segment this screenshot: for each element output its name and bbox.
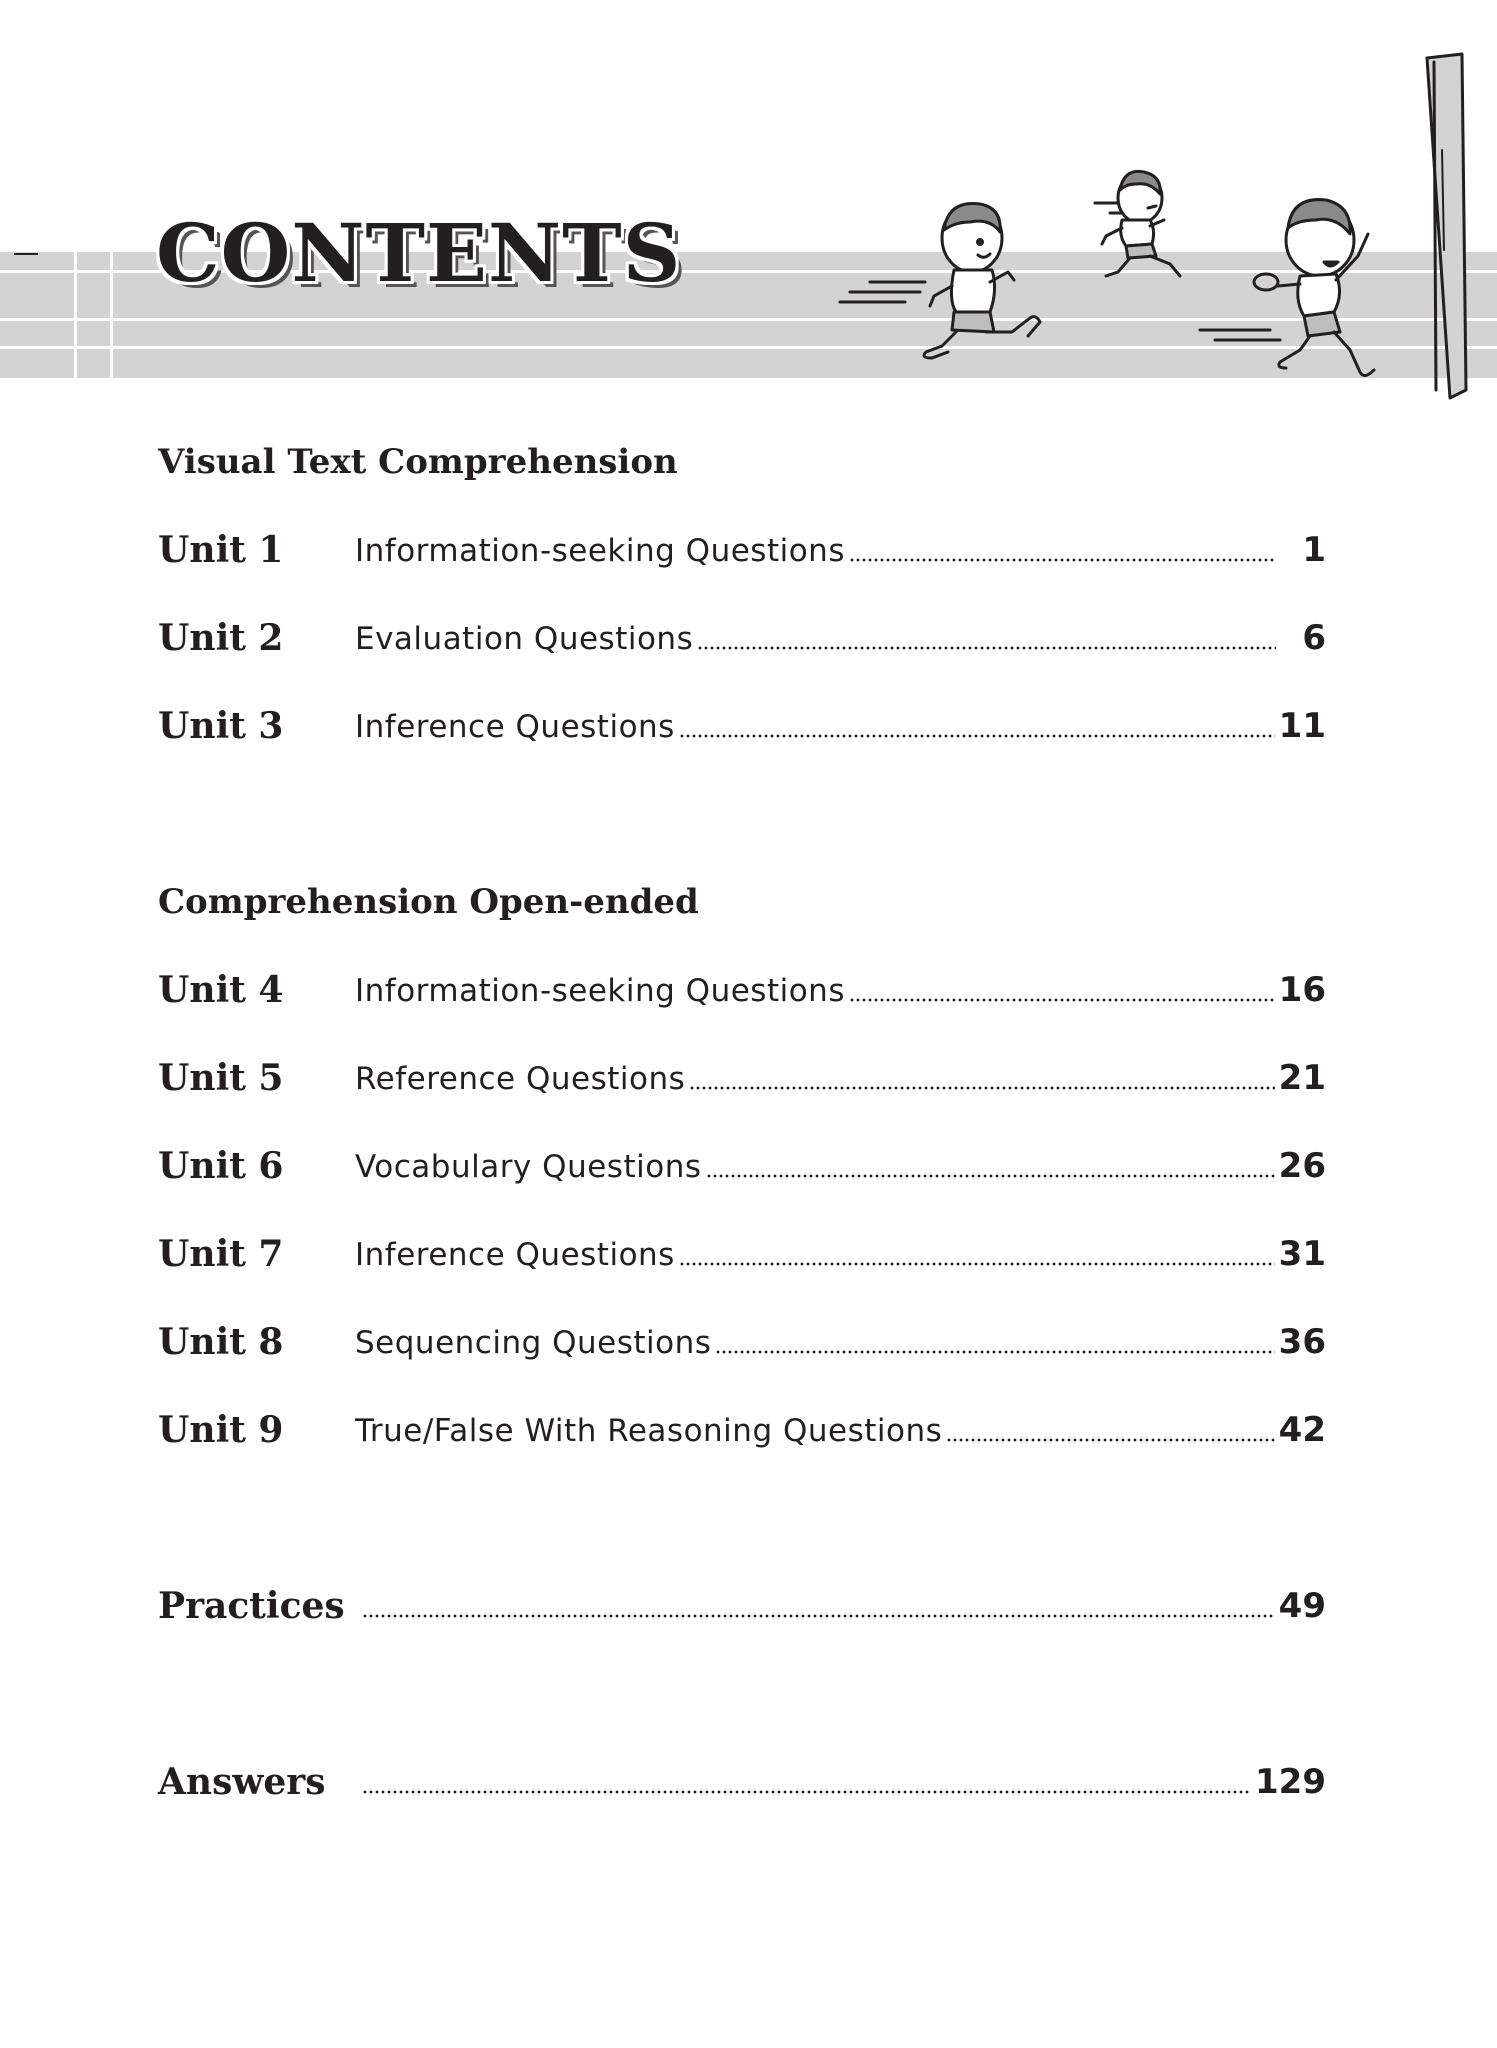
unit-title: True/False With Reasoning Questions xyxy=(355,1413,943,1449)
section-title-comprehension-open-ended: Comprehension Open-ended xyxy=(158,882,699,922)
dot-leader xyxy=(362,1614,1275,1618)
unit-title: Information-seeking Questions xyxy=(355,533,845,569)
dot-leader xyxy=(849,998,1275,1002)
page-title: CONTENTS xyxy=(156,206,682,300)
toc-entry xyxy=(358,1758,1326,1806)
toc-entry xyxy=(355,1230,1326,1278)
toc-row-unit-1[interactable] xyxy=(158,526,1326,574)
unit-title: Inference Questions xyxy=(355,1237,675,1273)
page-number: 1 xyxy=(1302,530,1326,570)
dot-leader xyxy=(715,1350,1274,1354)
toc-row-unit-6[interactable] xyxy=(158,1142,1326,1190)
running-boy-icon xyxy=(1254,200,1374,376)
toc-row-unit-2[interactable] xyxy=(158,614,1326,662)
running-boy-icon xyxy=(924,204,1040,358)
unit-number: Unit 2 xyxy=(158,617,284,659)
toc-entry xyxy=(355,526,1326,574)
toc-entry xyxy=(355,702,1326,750)
page-number: 16 xyxy=(1278,970,1326,1010)
running-boy-icon xyxy=(1102,171,1180,276)
page-number: 129 xyxy=(1255,1762,1326,1802)
band-divider xyxy=(110,252,113,378)
unit-number: Unit 4 xyxy=(158,969,284,1011)
toc-entry xyxy=(358,1582,1326,1630)
toc-row-answers[interactable] xyxy=(158,1758,1326,1806)
dot-leader xyxy=(946,1438,1274,1442)
page-number: 42 xyxy=(1278,1410,1326,1450)
dot-leader xyxy=(697,646,1276,650)
page-number: 11 xyxy=(1278,706,1326,746)
unit-title: Information-seeking Questions xyxy=(355,973,845,1009)
toc-row-unit-8[interactable] xyxy=(158,1318,1326,1366)
dot-leader xyxy=(706,1174,1275,1178)
unit-number: Unit 3 xyxy=(158,705,284,747)
unit-title: Evaluation Questions xyxy=(355,621,694,657)
unit-title: Reference Questions xyxy=(355,1061,686,1097)
dot-leader xyxy=(689,1086,1274,1090)
toc-row-practices[interactable] xyxy=(158,1582,1326,1630)
section-title-visual-text: Visual Text Comprehension xyxy=(158,442,678,482)
unit-number: Unit 8 xyxy=(158,1321,284,1363)
header-tick xyxy=(14,253,38,255)
unit-title: Vocabulary Questions xyxy=(355,1149,702,1185)
dot-leader xyxy=(679,734,1275,738)
toc-row-unit-5[interactable] xyxy=(158,1054,1326,1102)
toc-entry xyxy=(355,1406,1326,1454)
toc-row-unit-7[interactable] xyxy=(158,1230,1326,1278)
running-kids-illustration xyxy=(830,50,1497,410)
unit-number: Unit 1 xyxy=(158,529,284,571)
toc-row-unit-9[interactable] xyxy=(158,1406,1326,1454)
unit-title: Inference Questions xyxy=(355,709,675,745)
toc-entry xyxy=(355,614,1326,662)
toc-entry xyxy=(355,1054,1326,1102)
page-number: 49 xyxy=(1278,1586,1326,1626)
page-number: 26 xyxy=(1278,1146,1326,1186)
goal-post-icon xyxy=(1427,54,1466,398)
page-number: 21 xyxy=(1278,1058,1326,1098)
toc-row-unit-3[interactable] xyxy=(158,702,1326,750)
unit-number: Unit 9 xyxy=(158,1409,284,1451)
toc-entry xyxy=(355,1318,1326,1366)
unit-number: Unit 5 xyxy=(158,1057,284,1099)
unit-title: Sequencing Questions xyxy=(355,1325,712,1361)
dot-leader xyxy=(849,558,1276,562)
unit-number: Unit 7 xyxy=(158,1233,284,1275)
toc-row-unit-4[interactable] xyxy=(158,966,1326,1014)
page-number: 31 xyxy=(1278,1234,1326,1274)
page-number: 36 xyxy=(1278,1322,1326,1362)
toc-entry xyxy=(355,966,1326,1014)
section-label-practices: Practices xyxy=(158,1585,345,1627)
band-divider xyxy=(74,252,77,378)
unit-number: Unit 6 xyxy=(158,1145,284,1187)
dot-leader xyxy=(362,1790,1251,1794)
toc-entry xyxy=(355,1142,1326,1190)
page-number: 6 xyxy=(1302,618,1326,658)
section-label-answers: Answers xyxy=(158,1761,326,1803)
dot-leader xyxy=(679,1262,1275,1266)
